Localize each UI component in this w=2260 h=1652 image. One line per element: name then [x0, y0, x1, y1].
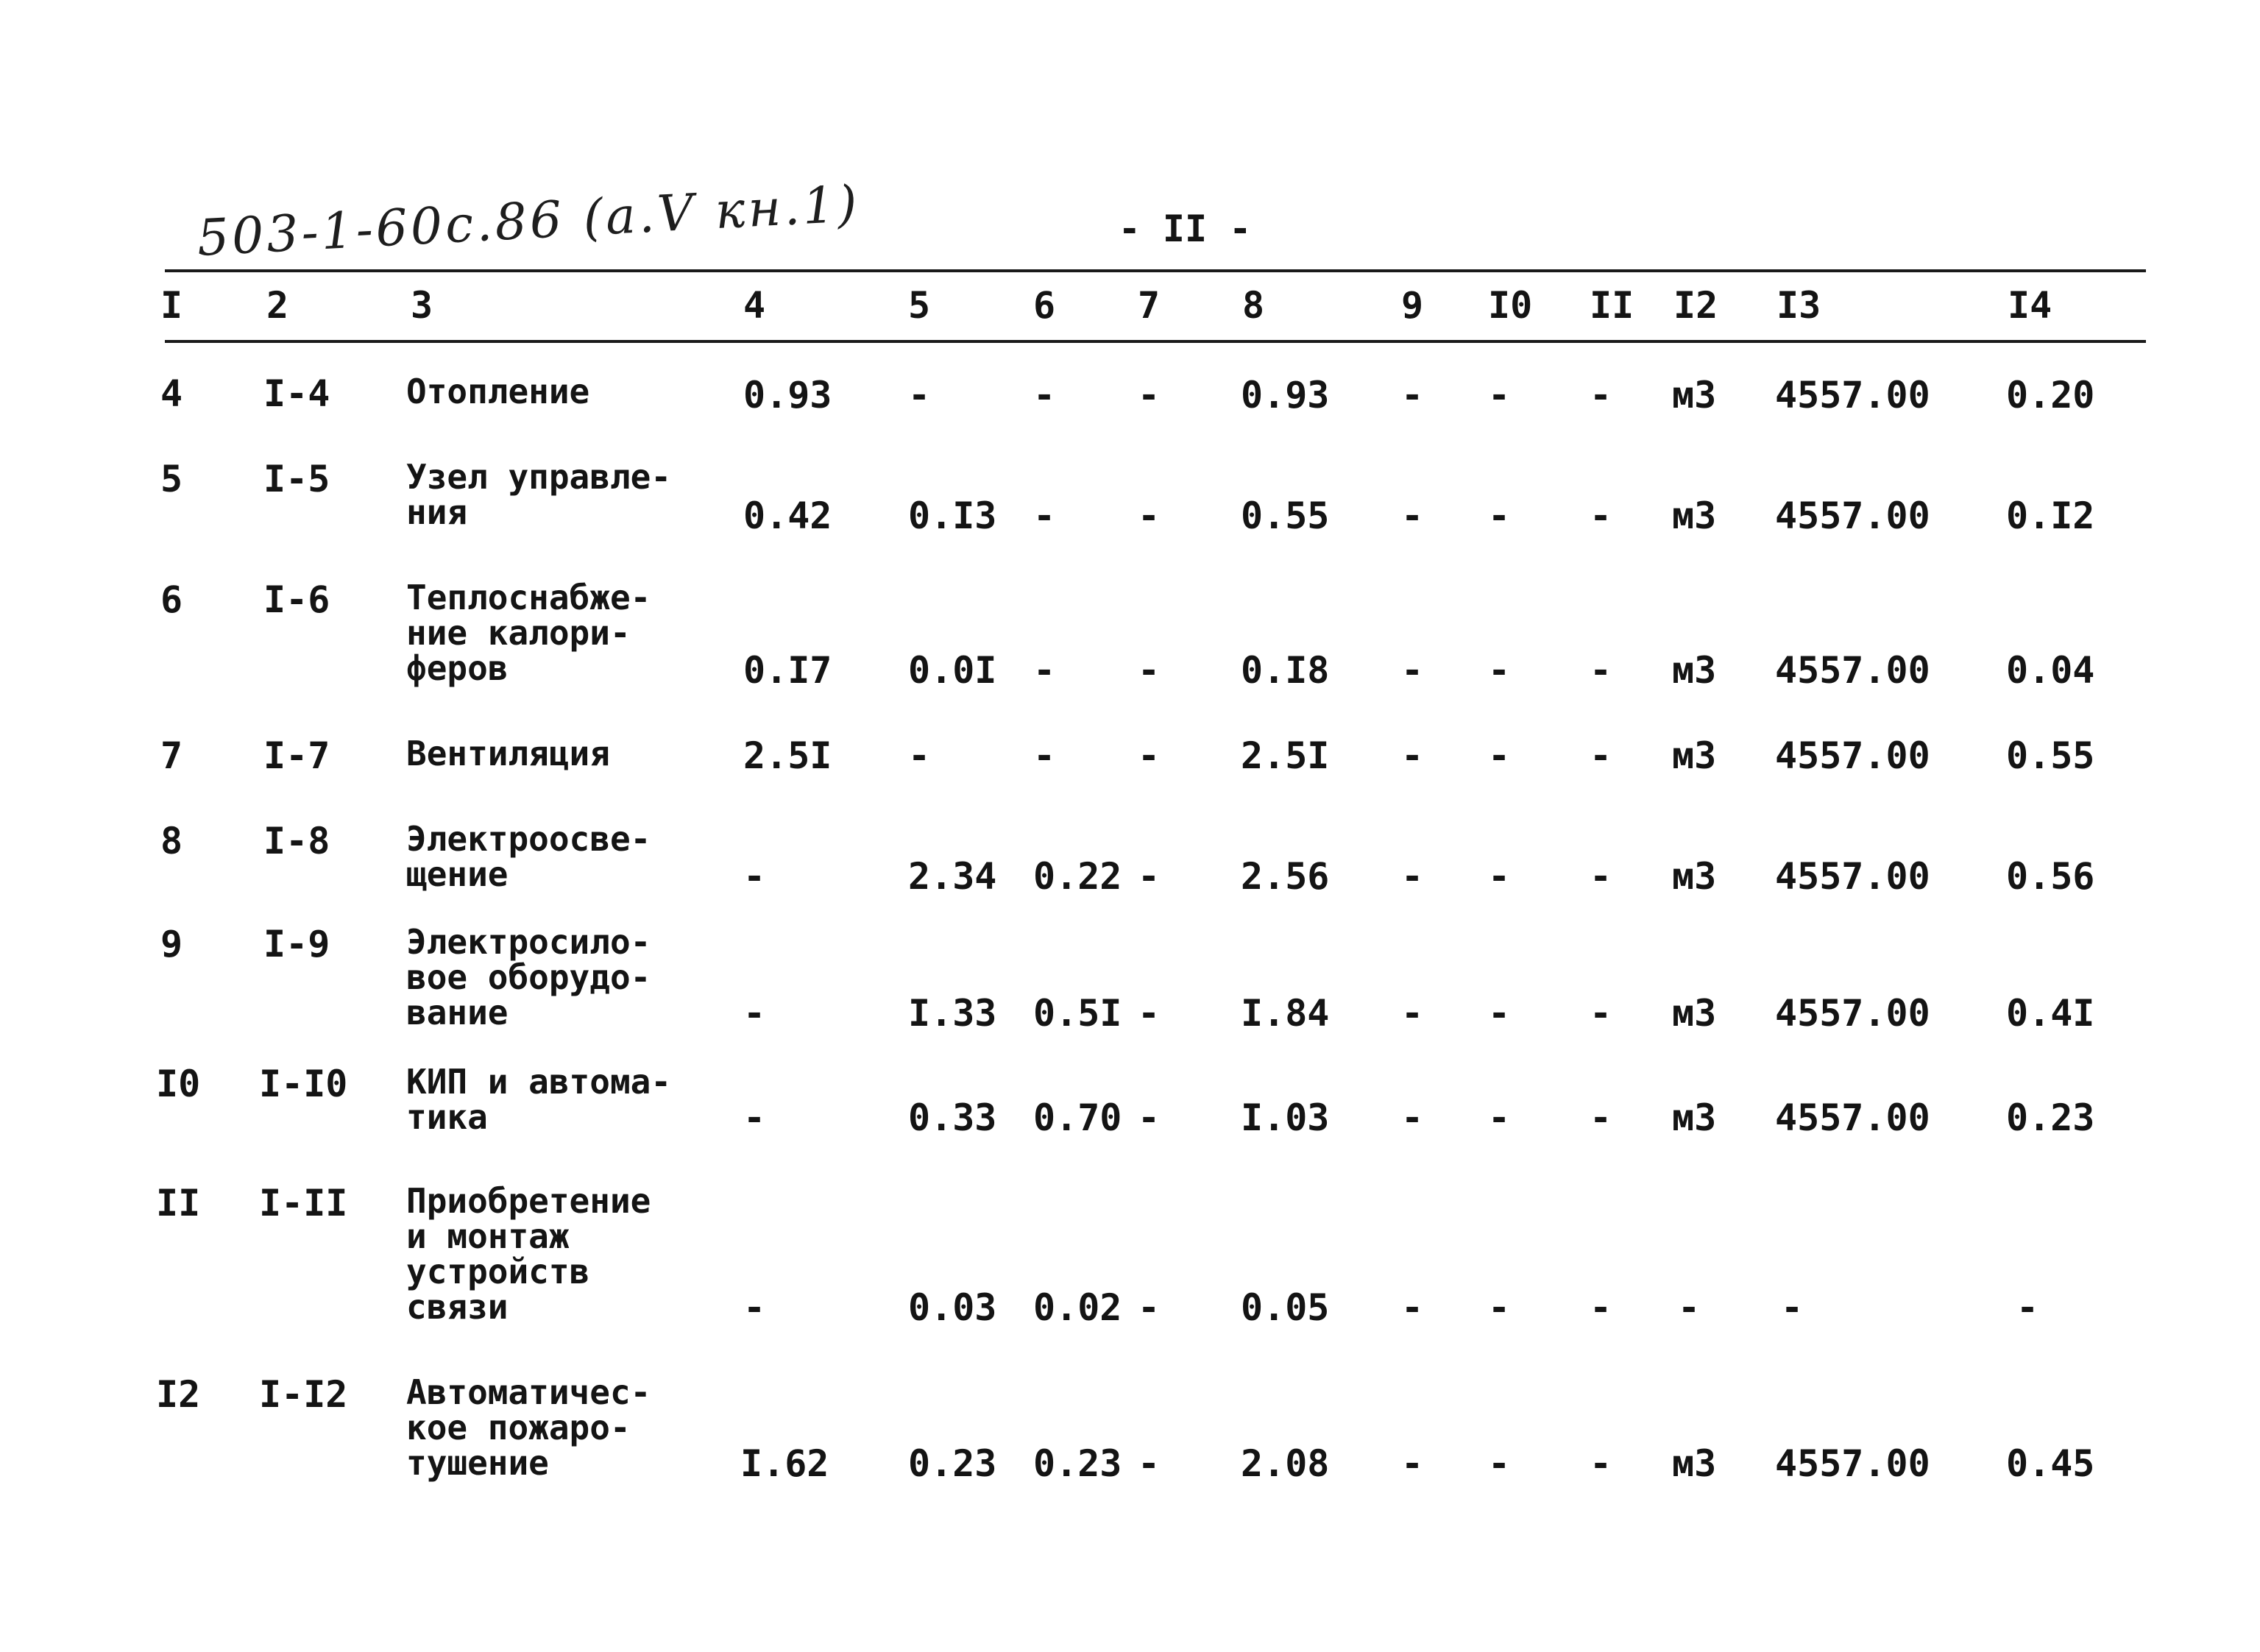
row-value-c10: -: [1488, 1442, 1511, 1485]
row-value-c4: 0.42: [743, 494, 832, 537]
row-name: Вентиляция: [406, 734, 610, 773]
row-value-c5: 0.03: [908, 1286, 997, 1329]
row-value-c4: -: [743, 1096, 766, 1139]
header-col-4: 4: [743, 284, 766, 327]
row-value-c7: -: [1138, 494, 1161, 537]
row-value-c5: 0.33: [908, 1096, 997, 1139]
row-value-c14: 0.20: [2006, 374, 2095, 416]
row-unit: м3: [1672, 494, 1717, 537]
row-value-c9: -: [1401, 855, 1424, 898]
row-value-c13: -: [1781, 1286, 1804, 1329]
row-code: I-7: [263, 734, 330, 777]
row-number: 5: [160, 458, 183, 500]
row-value-c14: 0.23: [2006, 1096, 2095, 1139]
row-unit: м3: [1672, 734, 1717, 777]
row-value-c6: 0.22: [1033, 855, 1122, 898]
header-col-10: I0: [1488, 284, 1533, 327]
row-value-c14: 0.45: [2006, 1442, 2095, 1485]
handwritten-document-code: 503-1-60с.86 (а.V кн.1): [195, 174, 862, 268]
header-col-3: 3: [411, 284, 433, 327]
header-col-13: I3: [1777, 284, 1821, 327]
row-value-c8: 0.93: [1241, 374, 1330, 416]
row-value-c10: -: [1488, 734, 1511, 777]
row-value-c7: -: [1138, 1442, 1161, 1485]
row-value-c4: 0.I7: [743, 649, 832, 692]
row-value-c10: -: [1488, 1286, 1511, 1329]
row-value-c11: -: [1590, 734, 1612, 777]
row-value-c5: 0.I3: [908, 494, 997, 537]
row-number: 7: [160, 734, 183, 777]
row-value-c4: I.62: [740, 1442, 829, 1485]
row-value-c10: -: [1488, 992, 1511, 1035]
header-col-9: 9: [1401, 284, 1424, 327]
row-value-c7: -: [1138, 1096, 1161, 1139]
row-value-c7: -: [1138, 1286, 1161, 1329]
row-code: I-8: [263, 820, 330, 862]
row-name: Приобретение и монтаж устройств связи: [406, 1181, 651, 1327]
row-name: Отопление: [406, 372, 590, 411]
row-value-c11: -: [1590, 1096, 1612, 1139]
row-value-c9: -: [1401, 992, 1424, 1035]
row-value-c11: -: [1590, 992, 1612, 1035]
row-value-c14: 0.56: [2006, 855, 2095, 898]
row-value-c4: 0.93: [743, 374, 832, 416]
row-value-c8: 0.55: [1241, 494, 1330, 537]
row-code: I-9: [263, 923, 330, 965]
header-col-12: I2: [1673, 284, 1718, 327]
row-value-c5: -: [908, 734, 931, 777]
page-number: - II -: [1118, 208, 1252, 250]
row-unit: м3: [1672, 855, 1717, 898]
row-value-c13: 4557.00: [1775, 649, 1930, 692]
row-value-c8: 0.05: [1241, 1286, 1330, 1329]
row-value-c8: 0.I8: [1241, 649, 1330, 692]
row-unit: м3: [1672, 1442, 1717, 1485]
row-value-c5: I.33: [908, 992, 997, 1035]
row-value-c7: -: [1138, 734, 1161, 777]
row-value-c11: -: [1590, 374, 1612, 416]
header-col-7: 7: [1138, 284, 1161, 327]
row-value-c10: -: [1488, 494, 1511, 537]
row-value-c5: 0.0I: [908, 649, 997, 692]
row-number: 8: [160, 820, 183, 862]
row-value-c9: -: [1401, 1096, 1424, 1139]
row-name: Электросило- вое оборудо- вание: [406, 922, 651, 1032]
row-value-c11: -: [1590, 1442, 1612, 1485]
row-value-c6: -: [1033, 649, 1056, 692]
row-value-c6: -: [1033, 734, 1056, 777]
row-number: I0: [156, 1063, 201, 1105]
row-value-c4: 2.5I: [743, 734, 832, 777]
row-value-c6: -: [1033, 374, 1056, 416]
row-unit: м3: [1672, 992, 1717, 1035]
header-col-8: 8: [1242, 284, 1265, 327]
row-value-c14: 0.4I: [2006, 992, 2095, 1035]
row-value-c5: 2.34: [908, 855, 997, 898]
row-value-c9: -: [1401, 494, 1424, 537]
row-value-c11: -: [1590, 494, 1612, 537]
row-value-c7: -: [1138, 649, 1161, 692]
header-col-11: II: [1590, 284, 1634, 327]
row-code: I-5: [263, 458, 330, 500]
row-name: Электроосве- щение: [406, 819, 651, 894]
row-value-c4: -: [743, 1286, 766, 1329]
row-name: Узел управле- ния: [406, 457, 672, 532]
row-code: I-I2: [259, 1373, 348, 1416]
row-value-c4: -: [743, 855, 766, 898]
row-number: 9: [160, 923, 183, 965]
row-value-c10: -: [1488, 374, 1511, 416]
header-col-5: 5: [908, 284, 931, 327]
row-value-c8: 2.56: [1241, 855, 1330, 898]
row-value-c7: -: [1138, 855, 1161, 898]
row-code: I-6: [263, 578, 330, 621]
table-top-rule: [165, 269, 2146, 272]
row-value-c7: -: [1138, 992, 1161, 1035]
row-unit: м3: [1672, 1096, 1717, 1139]
row-unit: -: [1678, 1286, 1701, 1329]
row-value-c9: -: [1401, 649, 1424, 692]
row-code: I-II: [259, 1182, 348, 1224]
row-name: КИП и автома- тика: [406, 1062, 672, 1137]
row-value-c14: 0.04: [2006, 649, 2095, 692]
row-value-c8: 2.5I: [1241, 734, 1330, 777]
row-value-c13: 4557.00: [1775, 1442, 1930, 1485]
row-value-c11: -: [1590, 855, 1612, 898]
row-value-c13: 4557.00: [1775, 374, 1930, 416]
row-value-c11: -: [1590, 1286, 1612, 1329]
row-value-c6: -: [1033, 494, 1056, 537]
row-number: 4: [160, 372, 183, 415]
row-value-c9: -: [1401, 1286, 1424, 1329]
row-value-c13: 4557.00: [1775, 494, 1930, 537]
row-value-c13: 4557.00: [1775, 855, 1930, 898]
row-value-c5: -: [908, 374, 931, 416]
row-value-c14: 0.I2: [2006, 494, 2095, 537]
row-name: Теплоснабже- ние калори- феров: [406, 578, 651, 688]
row-value-c13: 4557.00: [1775, 1096, 1930, 1139]
row-value-c13: 4557.00: [1775, 992, 1930, 1035]
header-col-1: I: [160, 284, 183, 327]
row-value-c14: -: [2016, 1286, 2039, 1329]
row-value-c6: 0.02: [1033, 1286, 1122, 1329]
row-value-c6: 0.5I: [1033, 992, 1122, 1035]
row-code: I-I0: [259, 1063, 348, 1105]
row-value-c11: -: [1590, 649, 1612, 692]
row-number: II: [156, 1182, 201, 1224]
row-code: I-4: [263, 372, 330, 415]
row-value-c5: 0.23: [908, 1442, 997, 1485]
row-name: Автоматичес- кое пожаро- тушение: [406, 1372, 651, 1483]
header-col-2: 2: [266, 284, 289, 327]
row-value-c7: -: [1138, 374, 1161, 416]
row-value-c8: 2.08: [1241, 1442, 1330, 1485]
row-value-c8: I.84: [1241, 992, 1330, 1035]
row-value-c14: 0.55: [2006, 734, 2095, 777]
row-value-c8: I.03: [1241, 1096, 1330, 1139]
row-value-c10: -: [1488, 855, 1511, 898]
row-value-c9: -: [1401, 734, 1424, 777]
row-value-c10: -: [1488, 1096, 1511, 1139]
row-value-c9: -: [1401, 1442, 1424, 1485]
row-value-c6: 0.70: [1033, 1096, 1122, 1139]
row-number: 6: [160, 578, 183, 621]
row-value-c10: -: [1488, 649, 1511, 692]
row-value-c6: 0.23: [1033, 1442, 1122, 1485]
row-value-c9: -: [1401, 374, 1424, 416]
row-value-c4: -: [743, 992, 766, 1035]
header-col-6: 6: [1033, 284, 1056, 327]
row-number: I2: [156, 1373, 201, 1416]
table-header-rule: [165, 340, 2146, 343]
row-value-c13: 4557.00: [1775, 734, 1930, 777]
row-unit: м3: [1672, 374, 1717, 416]
row-unit: м3: [1672, 649, 1717, 692]
header-col-14: I4: [2008, 284, 2052, 327]
